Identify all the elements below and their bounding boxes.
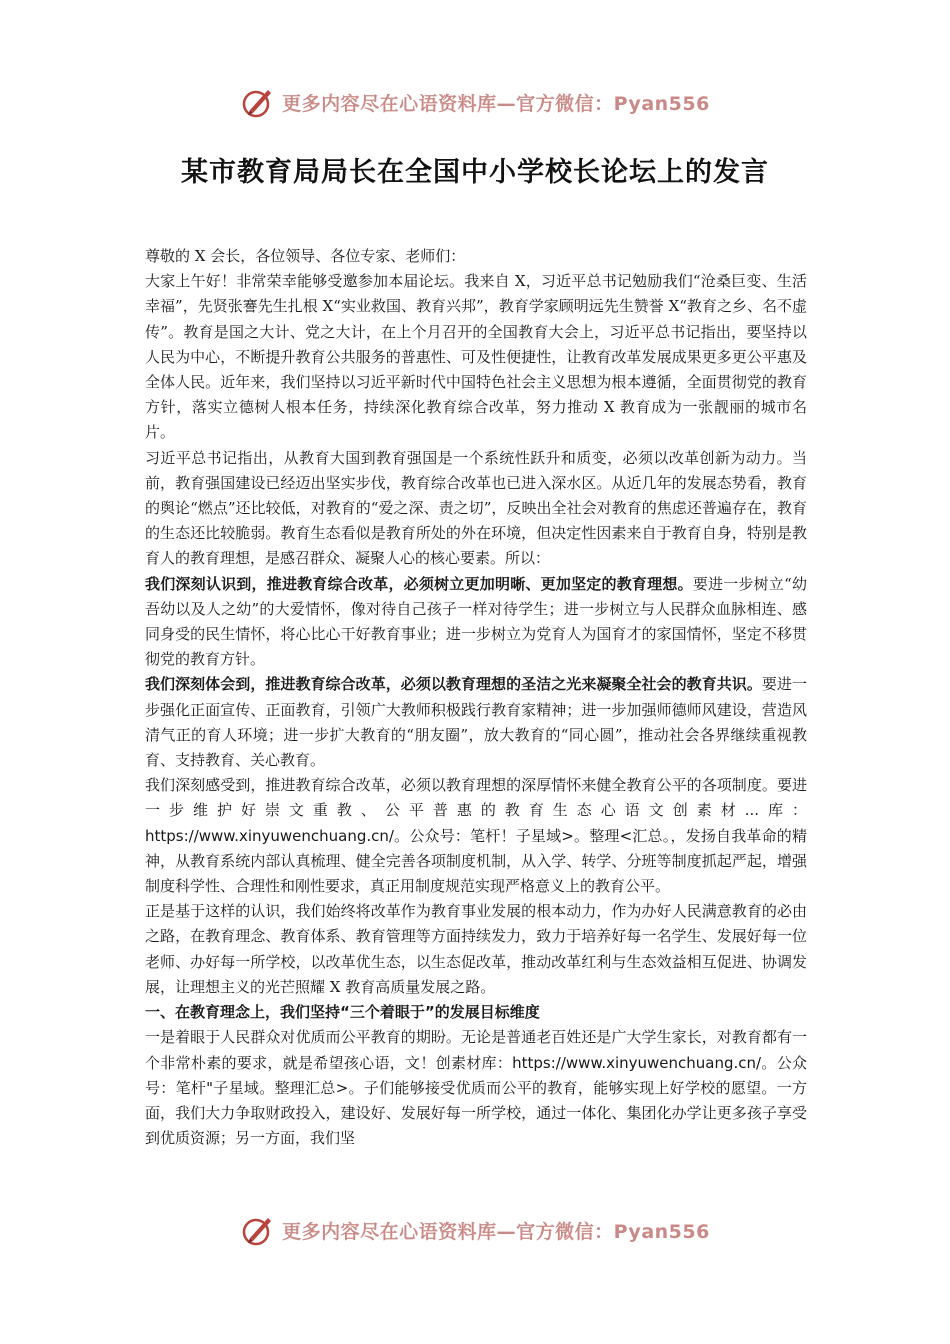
section-heading: 一、在教育理念上，我们坚持“三个着眼于”的发展目标维度: [145, 1003, 540, 1022]
banner-text: 更多内容尽在心语资料库—官方微信：Pyan556: [282, 92, 710, 115]
paragraph-ideal-body: 要进一步树立“幼吾幼以及人之幼”的大爱情怀，像对待自己孩子一样对待学生；进一步树立与人民群众血脉相连、感同身受的民生情怀，将心比心干好教育事业；进一步树立为党育人为国育才的家国情怀，坚定不移贯彻党的教育方针。: [145, 574, 807, 669]
document-title: 某市教育局局长在全国中小学校长论坛上的发言: [181, 157, 769, 188]
paragraph-opening: 大家上午好！非常荣幸能够受邀参加本届论坛。我来自 X，习近平总书记勉励我们“沧桑巨变、生活幸福”，先贤张謇先生扎根 X“实业救国、教育兴邦”，教育学家顾明远先生赞誉 X“教育之乡、名不虚传”。教育是国之大计、党之大计，在上个月召开的全国教育大会上，习近平总书记指出，要坚持以人民为中心，不断提升教育公共服务的普惠性、可及性便捷性，让教育改革发展成果更多更公平惠及全体人民。近年来，我们坚持以习近平新时代中国特色社会主义思想为根本遵循，全面贯彻党的教育方针，落实立德树人根本任务，持续深化教育综合改革，努力推动 X 教育成为一张靓丽的城市名片。: [145, 272, 807, 442]
paragraph-consensus: [145, 672, 807, 773]
banner-text: 更多内容尽在心语资料库—官方微信：Pyan556: [282, 1220, 710, 1243]
paragraph-first-focus: 一是着眼于人民群众对优质而公平教育的期盼。无论是普通老百姓还是广大学生家长，对教育都有一个非常朴素的要求，就是希望孩心语，文！创素材库：https://www.xinyuwenchuang.cn/。公众号：笔杆"子星域。整理汇总>。子们能够接受优质而公平的教育，能够实现上好学校的愿望。一方面，我们大力争取财政投入，建设好、发展好每一所学校，通过一体化、集团化办学让更多孩子享受到优质资源；另一方面，我们坚: [145, 1028, 807, 1148]
paragraph-reform: 正是基于这样的认识，我们始终将改革作为教育事业发展的根本动力，作为办好人民满意教育的必由之路，在教育理念、教育体系、教育管理等方面持续发力，致力于培养好每一名学生、发展好每一位老师、办好每一所学校，以改革优生态，以生态促改革，推动改革红利与生态效益相互促进、协调发展，让理想主义的光芒照耀 X 教育高质量发展之路。: [145, 902, 807, 996]
document-body: [145, 244, 807, 1151]
paragraph-ideal-lead: 我们深刻认识到，推进教育综合改革，必须树立更加明晰、更加坚定的教育理想。: [145, 574, 693, 593]
footer-watermark-banner: [0, 1210, 950, 1250]
paragraph-context: 习近平总书记指出，从教育大国到教育强国是一个系统性跃升和质变，必须以改革创新为动力。当前，教育强国建设已经迈出坚实步伐，教育综合改革也已进入深水区。从近几年的发展态势看，教育的舆论“燃点”还比较低，对教育的“爱之深、责之切”，反映出全社会对教育的焦虑还普遍存在，教育的生态还比较脆弱。教育生态看似是教育所处的外在环境，但决定性因素来自于教育自身，特别是教育人的教育理想，是感召群众、凝聚人心的核心要素。所以：: [145, 448, 807, 568]
paragraph-fairness: 我们深刻感受到，推进教育综合改革，必须以教育理想的深厚情怀来健全教育公平的各项制度。要进一步维护好崇文重教、公平普惠的教育生态心语文创素材...库：https://www.xinyuwenchuang.cn/。公众号：笔杆！子星域>。整理<汇总。，发扬自我革命的精神，从教育系统内部认真梳理、健全完善各项制度机制，从入学、转学、分班等制度抓起严起，增强制度科学性、合理性和刚性要求，真正用制度规范实现严格意义上的教育公平。: [145, 776, 807, 896]
paragraph-consensus-body: 要进一步强化正面宣传、正面教育，引领广大教师积极践行教育家精神；进一步加强师德师风建设，营造风清气正的育人环境；进一步扩大教育的“朋友圈”，放大教育的“同心圆”，推动社会各界继续重视教育、支持教育、关心教育。: [145, 675, 807, 770]
salutation: 尊敬的 X 会长，各位领导、各位专家、老师们：: [145, 247, 466, 265]
paragraph-consensus-lead: 我们深刻体会到，推进教育综合改革，必须以教育理想的圣洁之光来凝聚全社会的教育共识。: [145, 675, 762, 694]
pen-circle-icon: [240, 84, 276, 120]
pen-circle-icon: [240, 1212, 276, 1248]
header-watermark-banner: [0, 82, 950, 122]
paragraph-ideal: [145, 572, 807, 673]
